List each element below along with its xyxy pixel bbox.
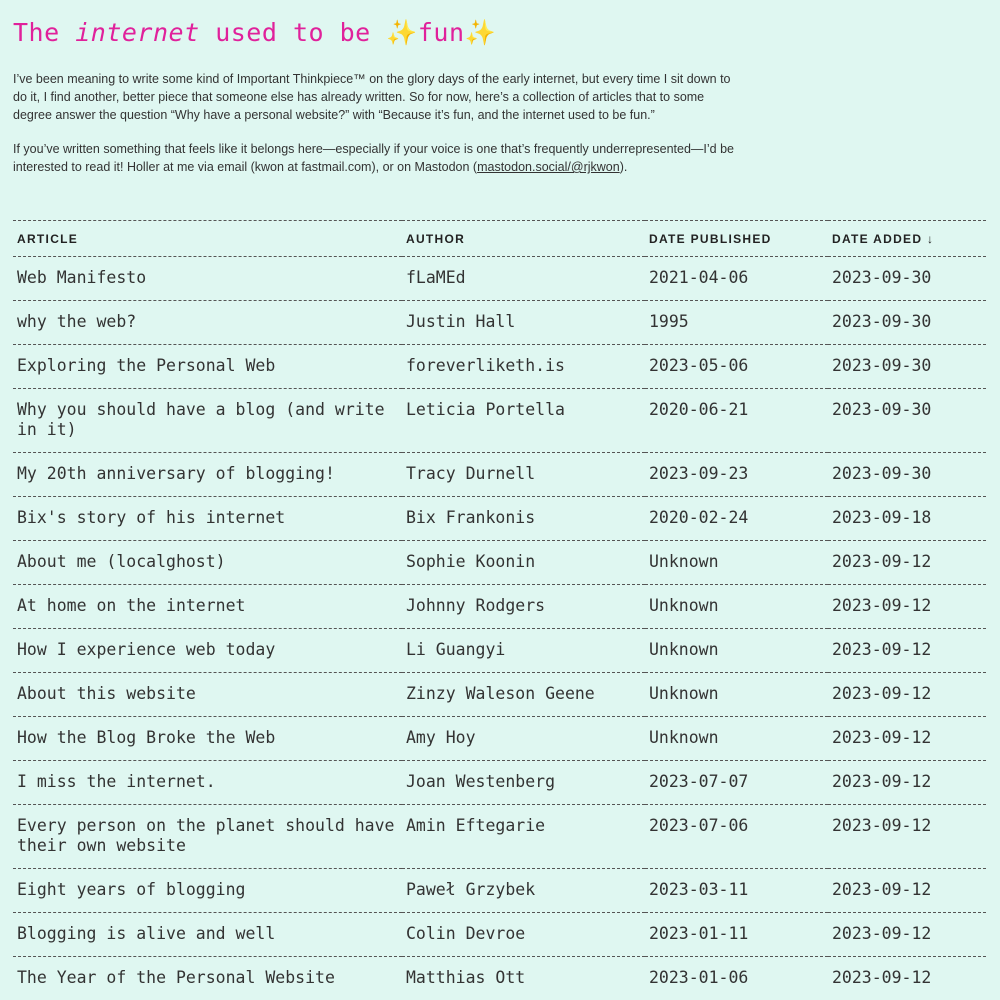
- article-cell[interactable]: At home on the internet: [13, 585, 402, 629]
- date-published-cell: Unknown: [645, 717, 828, 761]
- table-row: [13, 869, 986, 913]
- date-published-cell: 1995: [645, 301, 828, 345]
- date-added-cell: 2023-09-30: [828, 257, 986, 301]
- author-cell: Bix Frankonis: [402, 497, 645, 541]
- date-added-cell: 2023-09-12: [828, 957, 986, 1000]
- author-cell: Joan Westenberg: [402, 761, 645, 805]
- author-cell: Johnny Rodgers: [402, 585, 645, 629]
- article-cell[interactable]: The Year of the Personal Website: [13, 957, 402, 1000]
- page-title: [13, 18, 496, 48]
- intro-paragraph-2-text: If you’ve written something that feels like it belongs here—especially if your voice is one that’s frequently underrepresented—I’d be interested to read it! Holler at me via email (kwon at fastmail.com), or on Mastodon (: [13, 142, 734, 174]
- date-published-cell: 2023-01-06: [645, 957, 828, 1000]
- date-added-cell: 2023-09-12: [828, 913, 986, 957]
- date-published-cell: Unknown: [645, 541, 828, 585]
- date-published-cell: 2020-02-24: [645, 497, 828, 541]
- author-cell: Tracy Durnell: [402, 453, 645, 497]
- date-added-cell: 2023-09-12: [828, 761, 986, 805]
- article-cell[interactable]: why the web?: [13, 301, 402, 345]
- author-cell: Colin Devroe: [402, 913, 645, 957]
- date-published-cell: Unknown: [645, 629, 828, 673]
- article-cell[interactable]: About me (localghost): [13, 541, 402, 585]
- table-row: [13, 957, 986, 1000]
- table-row: [13, 673, 986, 717]
- date-published-cell: 2021-04-06: [645, 257, 828, 301]
- date-added-cell: 2023-09-30: [828, 301, 986, 345]
- table-row: [13, 301, 986, 345]
- table-row: [13, 585, 986, 629]
- author-cell: Paweł Grzybek: [402, 869, 645, 913]
- author-cell: Justin Hall: [402, 301, 645, 345]
- article-cell[interactable]: Blogging is alive and well: [13, 913, 402, 957]
- articles-table: [13, 220, 986, 1000]
- author-cell: Li Guangyi: [402, 629, 645, 673]
- date-published-cell: Unknown: [645, 585, 828, 629]
- mastodon-link[interactable]: mastodon.social/@rjkwon: [477, 160, 620, 174]
- date-published-cell: 2023-07-07: [645, 761, 828, 805]
- title-suffix: used to be ✨fun✨: [199, 18, 497, 47]
- table-row: [13, 717, 986, 761]
- date-added-cell: 2023-09-30: [828, 345, 986, 389]
- intro: [13, 70, 738, 192]
- table-row: [13, 805, 986, 869]
- intro-paragraph-1: I’ve been meaning to write some kind of Important Thinkpiece™ on the glory days of the early internet, but every time I sit down to do it, I find another, better piece that someone else has already written. So for now, here’s a collection of articles that to some degree answer the question “Why have a personal website?” with “Because it’s fun, and the internet used to be fun.”: [13, 72, 731, 122]
- article-cell[interactable]: Web Manifesto: [13, 257, 402, 301]
- table-row: [13, 497, 986, 541]
- article-cell[interactable]: Exploring the Personal Web: [13, 345, 402, 389]
- article-cell[interactable]: About this website: [13, 673, 402, 717]
- date-published-cell: Unknown: [645, 673, 828, 717]
- author-cell: fLaMEd: [402, 257, 645, 301]
- article-cell[interactable]: I miss the internet.: [13, 761, 402, 805]
- author-cell: Sophie Koonin: [402, 541, 645, 585]
- title-emphasis: internet: [75, 18, 200, 47]
- column-header-author[interactable]: AUTHOR: [402, 221, 645, 257]
- table-row: [13, 257, 986, 301]
- table-row: [13, 389, 986, 453]
- date-published-cell: 2020-06-21: [645, 389, 828, 453]
- article-cell[interactable]: Bix's story of his internet: [13, 497, 402, 541]
- table-body: [13, 257, 986, 1000]
- table-row: [13, 629, 986, 673]
- date-added-cell: 2023-09-30: [828, 453, 986, 497]
- date-added-cell: 2023-09-12: [828, 585, 986, 629]
- column-header-date-added[interactable]: DATE ADDED ↓: [828, 221, 986, 257]
- date-added-cell: 2023-09-12: [828, 717, 986, 761]
- author-cell: Amin Eftegarie: [402, 805, 645, 869]
- author-cell: foreverliketh.is: [402, 345, 645, 389]
- author-cell: Matthias Ott: [402, 957, 645, 1000]
- table-row: [13, 345, 986, 389]
- author-cell: Amy Hoy: [402, 717, 645, 761]
- table-row: [13, 453, 986, 497]
- table-header-row: [13, 221, 986, 257]
- intro-paragraph-2: [13, 140, 738, 176]
- author-cell: Zinzy Waleson Geene: [402, 673, 645, 717]
- intro-paragraph-2-end: ).: [619, 160, 628, 174]
- date-published-cell: 2023-07-06: [645, 805, 828, 869]
- author-cell: Leticia Portella: [402, 389, 645, 453]
- article-cell[interactable]: How I experience web today: [13, 629, 402, 673]
- table-row: [13, 541, 986, 585]
- date-added-cell: 2023-09-12: [828, 673, 986, 717]
- date-published-cell: 2023-03-11: [645, 869, 828, 913]
- date-added-cell: 2023-09-12: [828, 541, 986, 585]
- article-cell[interactable]: My 20th anniversary of blogging!: [13, 453, 402, 497]
- article-cell[interactable]: Every person on the planet should have their own website: [13, 805, 402, 869]
- article-cell[interactable]: Why you should have a blog (and write in it): [13, 389, 402, 453]
- column-header-article[interactable]: ARTICLE: [13, 221, 402, 257]
- article-cell[interactable]: Eight years of blogging: [13, 869, 402, 913]
- table-row: [13, 913, 986, 957]
- date-added-cell: 2023-09-30: [828, 389, 986, 453]
- date-published-cell: 2023-09-23: [645, 453, 828, 497]
- date-published-cell: 2023-05-06: [645, 345, 828, 389]
- article-cell[interactable]: How the Blog Broke the Web: [13, 717, 402, 761]
- column-header-date-published[interactable]: DATE PUBLISHED: [645, 221, 828, 257]
- date-added-cell: 2023-09-12: [828, 869, 986, 913]
- date-added-cell: 2023-09-12: [828, 629, 986, 673]
- date-added-cell: 2023-09-18: [828, 497, 986, 541]
- table-row: [13, 761, 986, 805]
- date-published-cell: 2023-01-11: [645, 913, 828, 957]
- date-added-cell: 2023-09-12: [828, 805, 986, 869]
- title-prefix: The: [13, 18, 76, 47]
